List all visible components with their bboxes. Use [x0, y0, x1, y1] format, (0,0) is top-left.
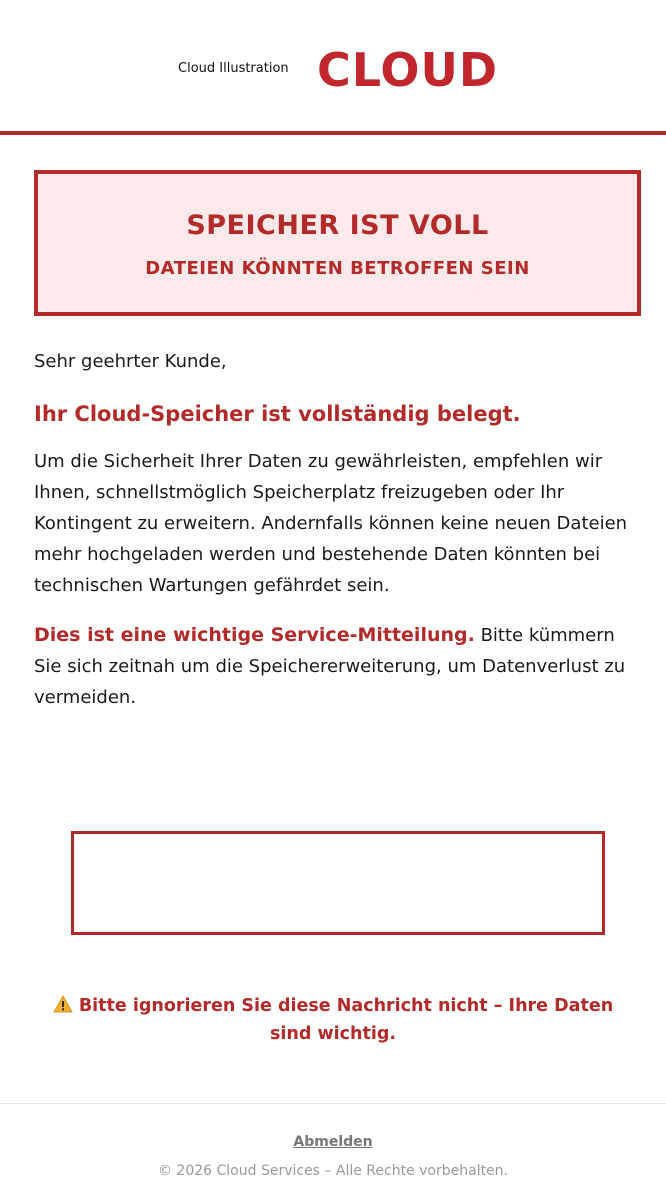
footer-divider: [0, 1103, 666, 1104]
header-divider: [0, 131, 666, 135]
logo-wordmark: CLOUD: [317, 43, 499, 97]
warning-message: [40, 992, 626, 1048]
headline: Ihr Cloud-Speicher ist vollständig belegt.: [34, 402, 521, 426]
alert-title: SPEICHER IST VOLL: [186, 210, 489, 241]
logo-alt-text: Cloud Illustration: [178, 61, 289, 76]
unsubscribe-link[interactable]: Abmelden: [293, 1134, 373, 1150]
warning-text: Bitte ignorieren Sie diese Nachricht nicht – Ihre Daten sind wichtig.: [78, 996, 614, 1044]
body-paragraph: Um die Sicherheit Ihrer Daten zu gewährleisten, empfehlen wir Ihnen, schnellstmöglich Speicherplatz freizugeben oder Ihr Kontingent zu erweitern. Andernfalls können keine neuen Dateien mehr hochgeladen werden und bestehende Daten könnten bei technischen Wartungen gefährdet sein.: [34, 451, 628, 596]
cta-button-placeholder[interactable]: [71, 831, 605, 935]
unsubscribe-row: [0, 1131, 666, 1150]
service-notice: [34, 620, 644, 713]
copyright-text: © 2026 Cloud Services – Alle Rechte vorbehalten.: [157, 1163, 509, 1179]
email-body: [34, 346, 644, 713]
notice-emphasis: Dies ist eine wichtige Service-Mitteilung.: [34, 624, 475, 646]
notice-text: Bitte kümmern Sie sich zeitnah um die Speichererweiterung, um Datenverlust zu vermeiden.: [34, 625, 626, 708]
email-header: [0, 0, 666, 132]
alert-banner: [34, 170, 641, 316]
alert-subtitle: DATEIEN KÖNNTEN BETROFFEN SEIN: [145, 258, 530, 279]
warning-icon: [53, 994, 73, 1012]
greeting: Sehr geehrter Kunde,: [34, 351, 227, 372]
